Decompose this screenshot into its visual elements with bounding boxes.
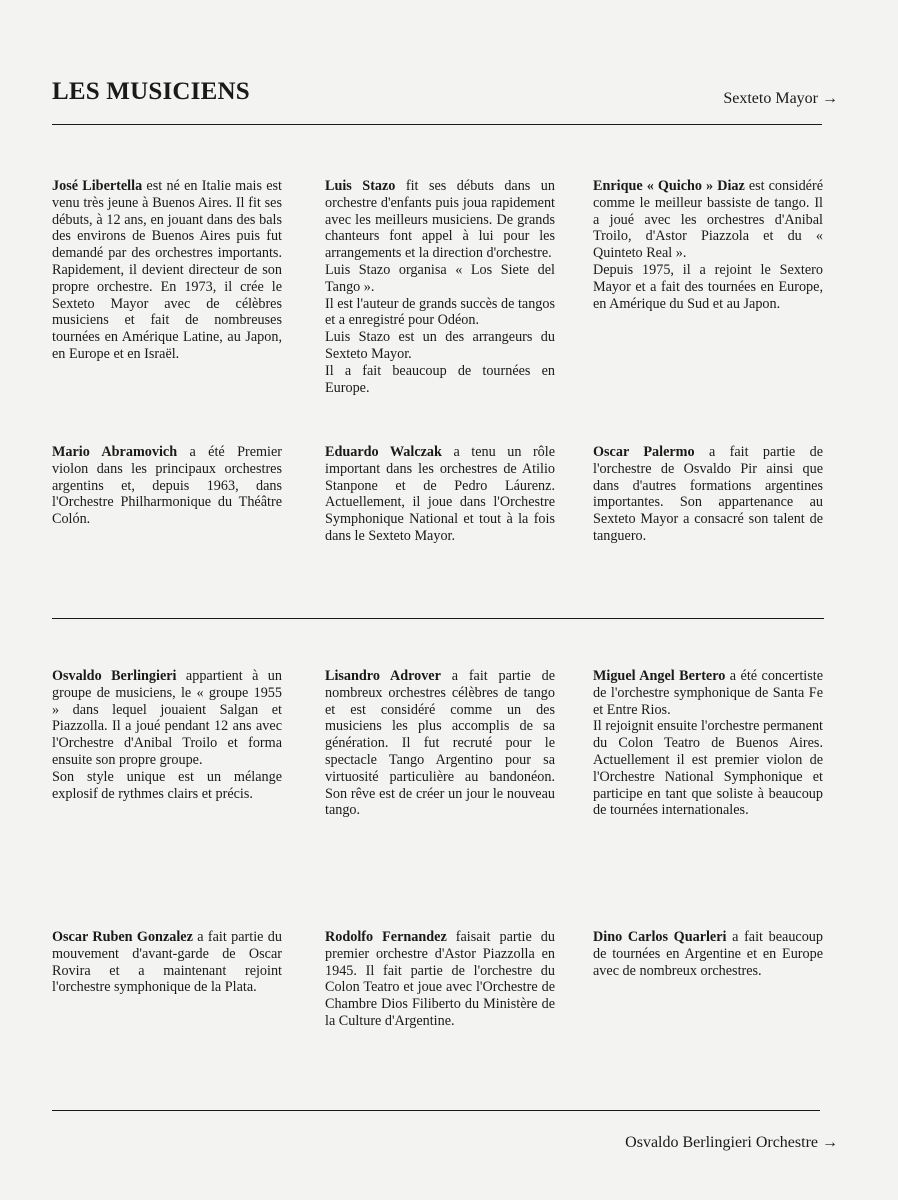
bio-text: est né en Italie mais est venu très jeune à Buenos Aires. Il fit ses débuts, à 12 ans, en jouant dans des bals des environs de Buenos Aires puis fut demandé par des orchestres importants. Rapidement, il devient directeur de son propre orchestre. En 1973, il crée le Sexteto Mayor avec de célèbres musiciens et fait de nombreuses tournées en Amérique Latine, au Japon, en Europe et en Israël. xyxy=(52,178,282,362)
musician-name: José Libertella xyxy=(52,178,143,194)
next-section-link-berlingieri-orchestre[interactable]: Osvaldo Berlingieri Orchestre → xyxy=(625,1134,838,1151)
bio-text: a fait partie de nombreux orchestres célèbres de tango et est considéré comme un des musiciens les plus accomplis de sa génération. Il fut recruté pour le spectacle Tango Argentino pour sa virtuosité particulière au bandonéon. Son rêve est de créer un jour le nouveau tango. xyxy=(325,668,555,819)
page-title: LES MUSICIENS xyxy=(52,78,250,105)
bio-text: a fait beaucoup de tournées en Argentine et en Europe avec de nombreux orchestres. xyxy=(593,929,823,979)
bio-text: a tenu un rôle important dans les orchestres de Atilio Stanpone et de Pedro Láurenz. Actuellement, il joue dans l'Orchestre Symphonique National et tout à la fois dans le Sexteto Mayor. xyxy=(325,444,556,544)
bio-text: a été concertiste de l'orchestre symphonique de Santa Fe et Entre Rios. xyxy=(593,668,823,718)
bio-text: Il rejoignit ensuite l'orchestre permanent du Colon Teatro de Buenos Aires. Actuellement il est premier violon de l'Orchestre National Symphonique et participe en tant que soliste à beaucoup de tournées internationales. xyxy=(593,718,823,819)
bio-text: fit ses débuts dans un orchestre d'enfants puis joua rapidement avec les meilleurs musiciens. De grands chanteurs font appel à lui pour les arrangements et la direction d'orchestre. xyxy=(325,178,555,262)
musician-name: Miguel Angel Bertero xyxy=(593,668,726,684)
bio-luis-stazo xyxy=(325,178,555,396)
musician-name: Rodolfo Fernandez xyxy=(325,929,447,945)
bio-text: appartient à un groupe de musiciens, le « groupe 1955 » dans lequel jouaient Salgan et Piazzolla. Il a joué pendant 12 ans avec l'Orchestre d'Anibal Troilo et forma ensuite son propre groupe. xyxy=(52,668,282,768)
bio-oscar-ruben-gonzalez xyxy=(52,929,282,996)
bio-text: a fait partie du mouvement d'avant-garde de Oscar Rovira et a maintenant rejoint l'orchestre symphonique de la Plata. xyxy=(52,929,282,996)
section-divider xyxy=(52,618,824,619)
footer-divider xyxy=(52,1110,820,1111)
bio-text: Luis Stazo organisa « Los Siete del Tango ». xyxy=(325,261,555,295)
bio-miguel-angel-bertero xyxy=(593,668,823,819)
musician-name: Lisandro Adrover xyxy=(325,668,441,684)
bio-lisandro-adrover xyxy=(325,668,555,819)
bio-dino-carlos-quarleri xyxy=(593,929,823,979)
next-section-link-sexteto-mayor[interactable]: Sexteto Mayor → xyxy=(723,90,838,107)
bio-rodolfo-fernandez xyxy=(325,929,555,1030)
musician-name: Luis Stazo xyxy=(325,178,396,194)
musician-name: Mario Abramovich xyxy=(52,444,178,460)
bio-text: Son style unique est un mélange explosif de rythmes clairs et précis. xyxy=(52,768,282,802)
bio-eduardo-walczak xyxy=(325,444,555,545)
bio-text: faisait partie du premier orchestre d'Astor Piazzolla en 1945. Il fait partie de l'orchestre du Colon Teatro et joue avec l'Orchestre de Chambre Dios Filiberto du Ministère de la Culture d'Argentine. xyxy=(325,929,555,1029)
bio-jose-libertella xyxy=(52,178,282,363)
bio-text: Il a fait beaucoup de tournées en Europe. xyxy=(325,362,555,396)
musician-name: Osvaldo Berlingieri xyxy=(52,668,177,684)
bio-text: Depuis 1975, il a rejoint le Sextero Mayor et a fait des tournées en Europe, en Amérique du Sud et au Japon. xyxy=(593,261,823,312)
bio-oscar-palermo xyxy=(593,444,823,545)
bio-text: Luis Stazo est un des arrangeurs du Sexteto Mayor. xyxy=(325,329,555,362)
musician-name: Enrique « Quicho » Diaz xyxy=(593,178,745,194)
bio-text: est considéré comme le meilleur bassiste de tango. Il a joué avec les orchestres d'Anibal Troilo, d'Astor Piazzola et du « Quinteto Real ». xyxy=(593,178,823,262)
bio-mario-abramovich xyxy=(52,444,282,528)
bio-osvaldo-berlingieri xyxy=(52,668,282,802)
bio-text: a été Premier violon dans les principaux orchestres argentins et, depuis 1963, dans l'Orchestre Philharmonique du Théâtre Colón. xyxy=(52,444,282,528)
musician-name: Eduardo Walczak xyxy=(325,444,442,460)
header-divider xyxy=(52,124,822,125)
musician-name: Oscar Palermo xyxy=(593,444,695,460)
musician-name: Dino Carlos Quarleri xyxy=(593,929,727,945)
bio-text: Il est l'auteur de grands succès de tangos et a enregistré pour Odéon. xyxy=(325,295,555,329)
bio-text: a fait partie de l'orchestre de Osvaldo Pir ainsi que dans d'autres formations argentines importantes. Son appartenance au Sexteto Mayor a consacré son talent de tanguero. xyxy=(593,444,823,544)
musician-name: Oscar Ruben Gonzalez xyxy=(52,929,193,945)
bio-enrique-quicho-diaz xyxy=(593,178,823,312)
